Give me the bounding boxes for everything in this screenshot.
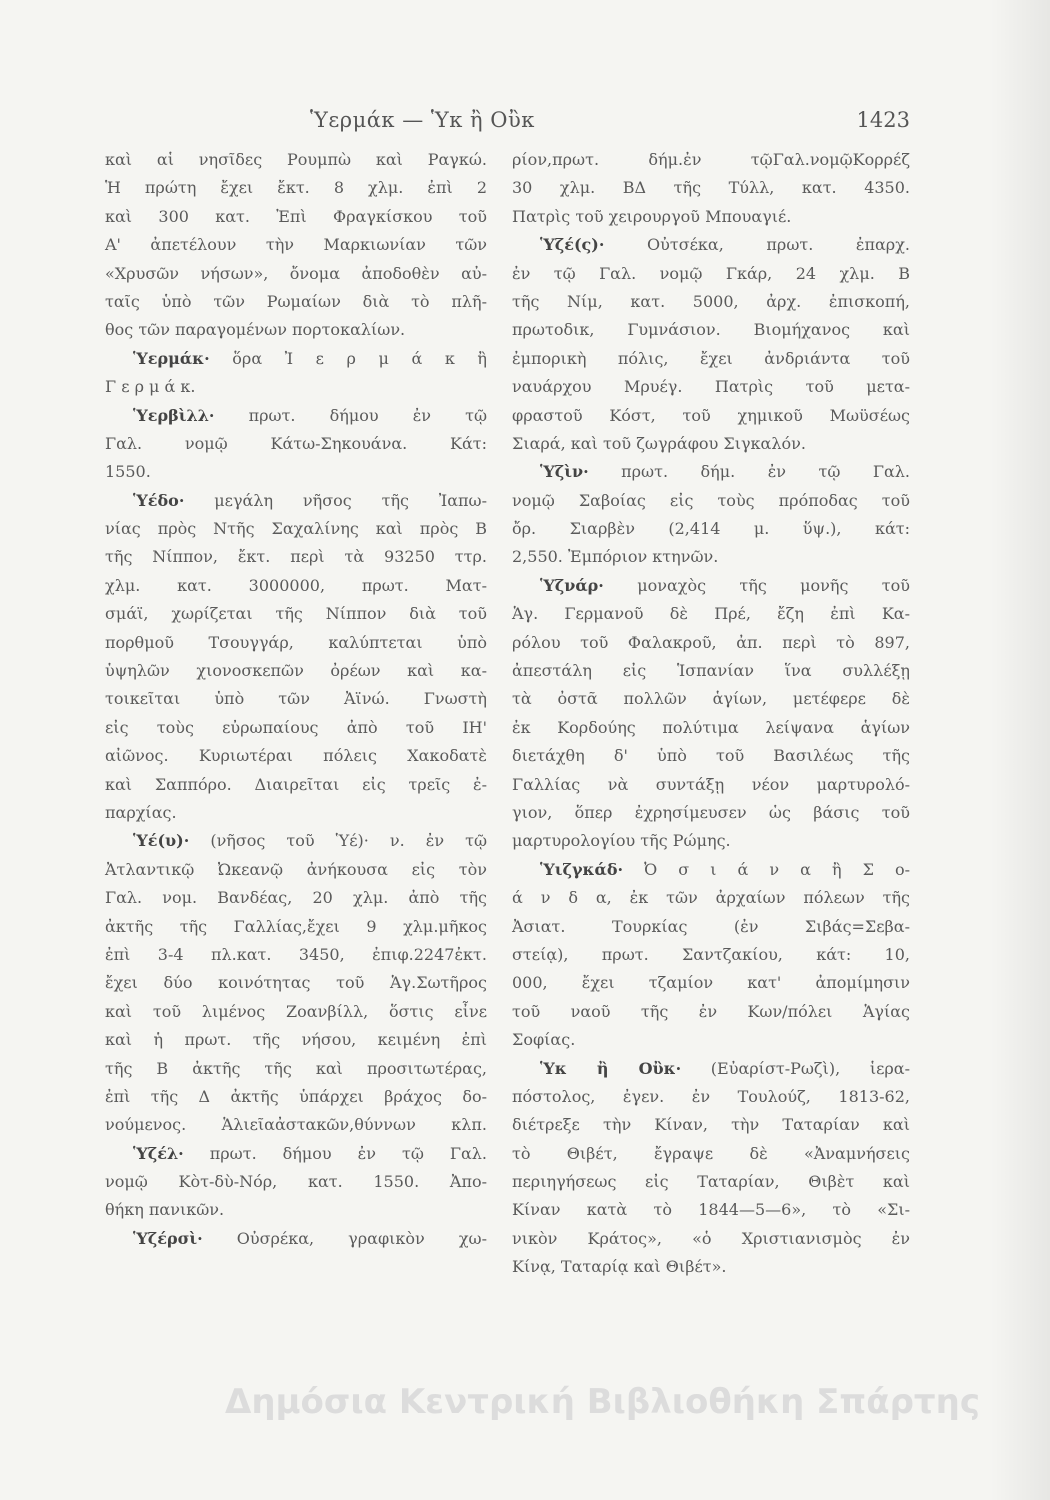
entry-headword: Ὑζέρσὶ·: [133, 1228, 203, 1248]
text-line: [105, 657, 487, 685]
line-text: περιηγήσεως εἰς Ταταρίαν, Θιβὲτ καὶ: [512, 1172, 910, 1192]
line-text: πρωτ. δήμου ἐν τῷ Γαλ.: [183, 1143, 487, 1163]
text-line: [512, 1083, 910, 1111]
text-line: [105, 941, 487, 969]
line-text: Οὐτσέκα, πρωτ. ἐπαρχ.: [604, 235, 910, 255]
line-text: ἐμπορικὴ πόλις, ἔχει ἀνδριάντα τοῦ: [512, 348, 910, 368]
line-text: τὰ ὀστᾶ πολλῶν ἁγίων, μετέφερε δὲ: [512, 689, 910, 709]
line-text: τοικεῖται ὑπὸ τῶν Ἀϊνώ. Γνωστὴ: [105, 689, 487, 709]
text-line: [105, 231, 487, 259]
line-text: ἀπεστάλη εἰς Ἱσπανίαν ἵνα συλλέξῃ: [512, 661, 910, 681]
line-text: Σοφίας.: [512, 1030, 576, 1050]
text-line: [105, 714, 487, 742]
line-text: ἔχει δύο κοινότητας τοῦ Ἁγ.Σωτῆρος: [105, 973, 487, 993]
entry-first-line: [105, 827, 487, 855]
text-line: [105, 458, 487, 486]
text-line: [512, 714, 910, 742]
line-text: τοῦ ναοῦ τῆς ἐν Κων/πόλει Ἁγίας: [512, 1001, 910, 1021]
entry-headword: Ὑκ ἢ Οὒκ·: [540, 1058, 682, 1078]
line-text: πρωτ. δήμ. ἐν τῷ Γαλ.: [588, 462, 910, 482]
text-line: [105, 629, 487, 657]
line-text: 2,550. Ἐμπόριον κτηνῶν.: [512, 547, 719, 567]
line-text: ά ν δ α, ἐκ τῶν ἀρχαίων πόλεων τῆς: [512, 888, 910, 908]
line-text: καὶ 300 κατ. Ἐπὶ Φραγκίσκου τοῦ: [105, 206, 487, 226]
text-line: [105, 799, 487, 827]
line-text: 000, ἔχει τζαμίον κατ' ἀπομίμησιν: [512, 973, 910, 993]
line-text: νομῷ Σαβοίας εἰς τοὺς πρόποδας τοῦ: [512, 490, 910, 510]
entry-first-line: [105, 487, 487, 515]
page-header: [105, 108, 910, 138]
line-text: νικὸν Κράτος», «ὁ Χριστιανισμὸς ἐν: [512, 1228, 910, 1248]
line-text: ταῖς ὑπὸ τῶν Ρωμαίων διὰ τὸ πλῆ-: [105, 291, 487, 311]
line-text: ὑψηλῶν χιονοσκεπῶν ὀρέων καὶ κα-: [105, 661, 487, 681]
entry-first-line: [105, 402, 487, 430]
page-number: 1423: [856, 108, 910, 132]
text-line: [512, 600, 910, 628]
text-line: [512, 1168, 910, 1196]
line-text: Ἀσιατ. Τουρκίας (ἐν Σιβάς=Σεβα-: [512, 916, 910, 936]
text-line: [105, 515, 487, 543]
line-text: χλμ. κατ. 3000000, πρωτ. Ματ-: [105, 575, 487, 595]
line-text: ἐπὶ τῆς Δ ἀκτῆς ὑπάρχει βράχος δο-: [105, 1086, 487, 1106]
line-text: ὅρα Ἰ ε ρ μ ά κ ἢ: [209, 348, 487, 368]
line-text: Γ ε ρ μ ά κ.: [105, 377, 196, 397]
text-line: [105, 998, 487, 1026]
line-text: τὸ Θιβέτ, ἔγραψε δὲ «Ἀναμνήσεις: [512, 1143, 910, 1163]
line-text: Ἀτλαντικῷ Ὠκεανῷ ἀνήκουσα εἰς τὸν: [105, 859, 487, 879]
line-text: πρωτ. δήμου ἐν τῷ: [214, 405, 487, 425]
text-line: [512, 969, 910, 997]
text-line: [512, 771, 910, 799]
left-column: [105, 146, 487, 1253]
line-text: 1550.: [105, 462, 151, 482]
library-watermark: Δημόσια Κεντρική Βιβλιοθήκη Σπάρτης: [225, 1382, 980, 1422]
line-text: Οὐσρέκα, γραφικὸν χω-: [202, 1228, 487, 1248]
text-line: [512, 1253, 910, 1281]
entry-first-line: [105, 345, 487, 373]
line-text: Α' ἀπετέλουν τὴν Μαρκιωνίαν τῶν: [105, 235, 487, 255]
right-column: [512, 146, 910, 1282]
line-text: ὄρ. Σιαρβὲν (2,414 μ. ὕψ.), κάτ:: [512, 519, 910, 539]
line-text: καὶ αἱ νησῖδες Ρουμπὼ καὶ Ραγκώ.: [105, 150, 487, 169]
entry-first-line: [512, 231, 910, 259]
text-line: [105, 1083, 487, 1111]
entry-headword: Ὑερβὶλλ·: [133, 405, 215, 425]
text-line: [105, 969, 487, 997]
text-line: [512, 316, 910, 344]
text-line: [105, 742, 487, 770]
line-text: νούμενος. Ἁλιεῖαἀστακῶν,θύννων κλπ.: [105, 1115, 487, 1135]
line-text: στείᾳ), πρωτ. Σαντζακίου, κάτ: 10,: [512, 944, 910, 964]
line-text: θος τῶν παραγομένων πορτοκαλίων.: [105, 320, 406, 340]
text-line: [105, 1026, 487, 1054]
line-text: Ἡ πρώτη ἔχει ἔκτ. 8 χλμ. ἐπὶ 2: [105, 178, 487, 198]
line-text: Ἁγ. Γερμανοῦ δὲ Πρέ, ἔζη ἐπὶ Κα-: [512, 604, 910, 624]
text-line: [512, 1026, 910, 1054]
line-text: εἰς τοὺς εὐρωπαίους ἀπὸ τοῦ ΙΗ': [105, 717, 487, 737]
text-line: [105, 146, 487, 174]
text-line: [512, 345, 910, 373]
text-line: [105, 856, 487, 884]
line-text: Κίναν κατὰ τὸ 1844—5—6», τὸ «Σι-: [512, 1200, 910, 1220]
line-text: Πατρὶς τοῦ χειρουργοῦ Μπουαγιέ.: [512, 206, 792, 226]
line-text: ἐν τῷ Γαλ. νομῷ Γκάρ, 24 χλμ. Β: [512, 263, 910, 283]
text-line: [512, 543, 910, 571]
entry-headword: Ὑερμάκ·: [133, 348, 210, 368]
line-text: ἐκ Κορδούης πολύτιμα λείψανα ἁγίων: [512, 717, 910, 737]
text-line: [512, 1140, 910, 1168]
text-line: [512, 487, 910, 515]
text-line: [105, 685, 487, 713]
line-text: θήκη πανικῶν.: [105, 1200, 225, 1220]
text-line: [512, 629, 910, 657]
entry-first-line: [105, 1140, 487, 1168]
entry-headword: Ὑέδο·: [133, 490, 185, 510]
text-line: [512, 430, 910, 458]
line-text: παρχίας.: [105, 802, 177, 822]
text-line: [105, 913, 487, 941]
text-line: [512, 402, 910, 430]
line-text: γιον, ὅπερ ἐχρησίμευσεν ὡς βάσις τοῦ: [512, 802, 910, 822]
line-text: πρωτοδικ, Γυμνάσιον. Βιομήχανος καὶ: [512, 320, 910, 340]
text-line: [105, 203, 487, 231]
line-text: 30 χλμ. ΒΔ τῆς Τύλλ, κατ. 4350.: [512, 178, 910, 198]
text-line: [512, 373, 910, 401]
entry-first-line: [512, 572, 910, 600]
line-text: (Εὐαρίστ-Ρωζὶ), ἱερα-: [681, 1058, 910, 1078]
text-line: [512, 827, 910, 855]
text-line: [105, 1055, 487, 1083]
text-line: [105, 316, 487, 344]
line-text: πορθμοῦ Τσουγγάρ, καλύπτεται ὑπὸ: [105, 632, 487, 652]
text-line: [512, 203, 910, 231]
line-text: νίας πρὸς Ντῆς Σαχαλίνης καὶ πρὸς Β: [105, 519, 487, 539]
text-line: [512, 685, 910, 713]
line-text: ρόλου τοῦ Φαλακροῦ, ἀπ. περὶ τὸ 897,: [512, 632, 910, 652]
text-line: [105, 174, 487, 202]
line-text: ρίον,πρωτ. δήμ.ἐν τῷΓαλ.νομῷΚορρέζ: [512, 150, 910, 169]
text-line: [105, 572, 487, 600]
line-text: τῆς Νίμ, κατ. 5000, ἀρχ. ἐπισκοπή,: [512, 291, 910, 311]
line-text: τῆς Νίππον, ἔκτ. περὶ τὰ 93250 ττρ.: [105, 547, 487, 567]
text-line: [512, 884, 910, 912]
line-text: Γαλ. νομῷ Κάτω-Σηκουάνα. Κάτ:: [105, 433, 487, 453]
text-line: [105, 373, 487, 401]
line-text: Σιαρά, καὶ τοῦ ζωγράφου Σιγκαλόν.: [512, 433, 806, 453]
line-text: μοναχὸς τῆς μονῆς τοῦ: [603, 575, 910, 595]
line-text: καὶ ἡ πρωτ. τῆς νήσου, κειμένη ἐπὶ: [105, 1030, 487, 1050]
line-text: ναυάρχου Μρυέγ. Πατρὶς τοῦ μετα-: [512, 377, 910, 397]
text-line: [512, 1111, 910, 1139]
line-text: καὶ Σαππόρο. Διαιρεῖται εἰς τρεῖς ἐ-: [105, 774, 487, 794]
line-text: Κίνᾳ, Ταταρίᾳ καὶ Θιβέτ».: [512, 1257, 727, 1277]
entry-first-line: [512, 458, 910, 486]
text-line: [512, 260, 910, 288]
text-line: [105, 1111, 487, 1139]
line-text: μαρτυρολογίου τῆς Ρώμης.: [512, 831, 731, 851]
entry-headword: Ὑέ(υ)·: [133, 831, 190, 851]
line-text: καὶ τοῦ λιμένος Ζοανβίλλ, ὅστις εἶνε: [105, 1001, 487, 1021]
text-line: [105, 543, 487, 571]
text-line: [512, 1196, 910, 1224]
entry-headword: Ὑζὶν·: [540, 462, 589, 482]
text-line: [512, 174, 910, 202]
text-line: [105, 430, 487, 458]
line-text: Γαλλίας νὰ συντάξῃ νέον μαρτυρολό-: [512, 774, 910, 794]
line-text: πόστολος, ἐγεν. ἐν Τουλούζ, 1813-62,: [512, 1086, 910, 1106]
line-text: (νῆσος τοῦ Ὑέ)· ν. ἐν τῷ: [189, 831, 487, 851]
text-line: [105, 260, 487, 288]
line-text: Ὀ σ ι ά ν α ἢ Σ ο-: [623, 859, 910, 879]
entry-first-line: [512, 1055, 910, 1083]
running-title: Ὑερμάκ — Ὑκ ἢ Οὒκ: [310, 108, 535, 132]
entry-headword: Ὑζνάρ·: [540, 575, 604, 595]
text-line: [105, 771, 487, 799]
text-line: [105, 288, 487, 316]
text-line: [512, 998, 910, 1026]
text-line: [512, 288, 910, 316]
entry-headword: Ὑιζγκάδ·: [540, 859, 624, 879]
text-line: [512, 146, 910, 174]
line-text: φραστοῦ Κόστ, τοῦ χημικοῦ Μωϋσέως: [512, 405, 910, 425]
entry-headword: Ὑζέλ·: [133, 1143, 184, 1163]
line-text: σμάϊ, χωρίζεται τῆς Νίππον διὰ τοῦ: [105, 604, 487, 624]
line-text: αἰῶνος. Κυριωτέραι πόλεις Χακοδατὲ: [105, 746, 487, 766]
text-line: [105, 1168, 487, 1196]
text-line: [512, 799, 910, 827]
line-text: τῆς Β ἀκτῆς τῆς καὶ προσιτωτέρας,: [105, 1058, 487, 1078]
entry-headword: Ὑζέ(ς)·: [540, 235, 605, 255]
line-text: διέτρεξε τὴν Κίναν, τὴν Ταταρίαν καὶ: [512, 1115, 910, 1135]
page-edge-shadow: [990, 0, 1050, 1500]
line-text: Γαλ. νομ. Βανδέας, 20 χλμ. ἀπὸ τῆς: [105, 888, 487, 908]
text-line: [512, 941, 910, 969]
text-line: [512, 515, 910, 543]
line-text: διετάχθη δ' ὑπὸ τοῦ Βασιλέως τῆς: [512, 746, 910, 766]
text-line: [105, 1196, 487, 1224]
text-line: [105, 600, 487, 628]
text-line: [105, 884, 487, 912]
text-line: [512, 1225, 910, 1253]
text-line: [512, 657, 910, 685]
text-line: [512, 913, 910, 941]
entry-first-line: [105, 1225, 487, 1253]
line-text: νομῷ Κὸτ-δὺ-Νόρ, κατ. 1550. Ἀπο-: [105, 1172, 487, 1192]
line-text: «Χρυσῶν νήσων», ὄνομα ἀποδοθὲν αὐ-: [105, 263, 487, 283]
line-text: μεγάλη νῆσος τῆς Ἰαπω-: [184, 490, 487, 510]
line-text: ἀκτῆς τῆς Γαλλίας,ἔχει 9 χλμ.μῆκος: [105, 916, 487, 936]
text-line: [512, 742, 910, 770]
line-text: ἐπὶ 3-4 πλ.κατ. 3450, ἐπιφ.2247ἐκτ.: [105, 944, 487, 964]
entry-first-line: [512, 856, 910, 884]
